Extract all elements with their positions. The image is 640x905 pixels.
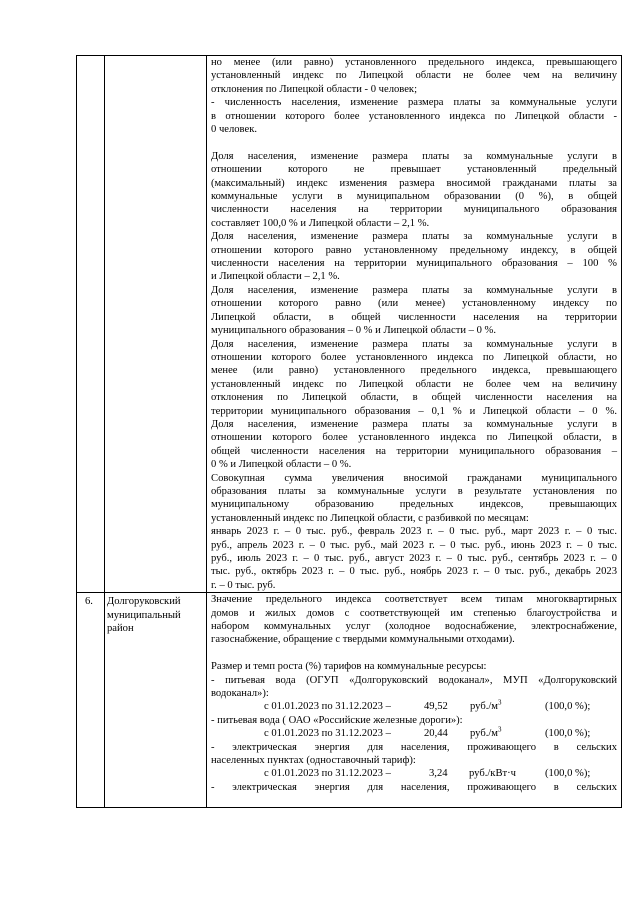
text-line: отношении которого не превышает установленный предельный [211, 164, 617, 176]
text-line: руб., июль 2023 г. – 0 тыс. руб., август 2023 г. – 0 тыс. руб., сентябрь 2023 г. – 0 [211, 553, 617, 565]
text-line: январь 2023 г. – 0 тыс. руб., февраль 2023 г. – 0 тыс. руб., март 2023 г. – 0 тыс. [211, 526, 617, 538]
table-row [77, 56, 622, 593]
data-table [76, 55, 622, 808]
text-line: общей численности населения на территории муниципального образования – [211, 445, 617, 457]
text-line: установленный индекс по Липецкой области не более чем на величину [211, 70, 617, 82]
text-line: в отношении которого более установленного индекса по Липецкой области - [211, 110, 617, 122]
text-line: отношении которого более установленного индекса по Липецкой области, но [211, 351, 617, 363]
tariff-label-electricity-1b: населенных пунктах (одноставочный тариф): [211, 755, 416, 767]
text-line: Размер и темп роста (%) тарифов на коммунальные ресурсы: [211, 661, 487, 673]
text-line: численности населения на территории муниципального образования – 100 % [211, 258, 617, 270]
text-line: Доля населения, изменение размера платы за коммунальные услуги в [211, 338, 617, 350]
number-cell [77, 56, 105, 593]
text-line: (максимальный) индекс изменения размера вносимой гражданами платы за [211, 177, 617, 189]
tariff-line-water-2: с 01.01.2023 по 31.12.2023 – 20,44 $руб./м^3$ (100,0 %); [264, 725, 591, 740]
text-line: отношении которого равно установленному предельному индексу, в общей [211, 244, 617, 256]
text-line: территории муниципального образования – 0,1 % и Липецкой области – 0 %. [211, 405, 617, 417]
text-line: муниципальному образованию предельных индексов, превышающих [211, 499, 617, 511]
text-line: численности населения на территории муниципального образования [211, 204, 617, 216]
text-line: домов и жилых домов с соответствующей им степенью благоустройства и [211, 607, 617, 619]
text-line: Доля населения, изменение размера платы за коммунальные услуги в [211, 231, 617, 243]
text-line: г. – 0 тыс. руб. [211, 579, 276, 591]
description-cell [207, 56, 622, 593]
blank-line [211, 136, 617, 149]
tariff-line-electricity-1: с 01.01.2023 по 31.12.2023 – 3,24 руб./кВт·ч (100,0 %); [264, 768, 591, 780]
text-line: и Липецкой области – 2,1 %. [211, 271, 340, 283]
text-line: составляет 100,0 % и Липецкой области – 2,1 %. [211, 217, 430, 229]
number-cell [77, 593, 105, 808]
text-line: Доля населения, изменение размера платы за коммунальные услуги в [211, 418, 617, 430]
text-line: - питьевая вода (ОГУП «Долгоруковский водоканал», МУП «Долгоруковский [211, 674, 617, 686]
text-line: отклонения по Липецкой области, в общей численности населения на [211, 392, 617, 404]
text-line: установленный индекс по Липецкой области не более чем на величину [211, 378, 617, 390]
text-line: менее (или равно) установленного предельного индекса, превышающего [211, 365, 617, 377]
text-line: Липецкой области, в общей численности населения на территории [211, 311, 617, 323]
text-line: установленный индекс по Липецкой области, с разбивкой по месяцам: [211, 512, 529, 524]
district-cell [105, 593, 207, 808]
text-line: 0 % и Липецкой области – 0 %. [211, 459, 352, 471]
text-line: водоканал»): [211, 688, 269, 700]
tariff-line-water-1: с 01.01.2023 по 31.12.2023 – 49,52 $руб./м^3$ (100,0 %); [264, 698, 591, 713]
text-line: газоснабжение, обращение с твердыми коммунальными отходами). [211, 634, 515, 646]
text-line: тыс. руб., октябрь 2023 г. – 0 тыс. руб., ноябрь 2023 г. – 0 тыс. руб., декабрь 2023 [211, 566, 617, 578]
district-cell [105, 56, 207, 593]
text-line: муниципального образования – 0 % и Липецкой области – 0 %. [211, 325, 497, 337]
text-line: но менее (или равно) установленного предельного индекса, превышающего [211, 57, 617, 68]
text-line: Доля населения, изменение размера платы за коммунальные услуги в [211, 284, 617, 296]
row2-paragraphs [211, 593, 617, 700]
text-line: отношении которого более установленного индекса по Липецкой области, в [211, 432, 617, 444]
text-line: Доля населения, изменение размера платы за коммунальные услуги в [211, 150, 617, 162]
blank-line [211, 647, 617, 660]
text-line: образования платы за коммунальные услуги в результате установления по [211, 485, 617, 497]
text-line: Значение предельного индекса соответствует всем типам многоквартирных [211, 594, 617, 606]
table-row [77, 593, 622, 808]
text-line: коммунальные услуги в муниципальном образовании (0 %), в общей [211, 191, 617, 203]
text-line: руб., апрель 2023 г. – 0 тыс. руб., май 2023 г. – 0 тыс. руб., июнь 2023 г. – 0 тыс. [211, 539, 617, 551]
tariff-label-electricity-1: - электрическая энергия для населения, проживающего в сельских [211, 741, 617, 753]
row1-paragraphs [211, 56, 617, 592]
district-name: Долгоруковский муниципальный район [107, 596, 181, 635]
row-number: 6. [85, 596, 93, 608]
description-cell [207, 593, 622, 808]
text-line: набором коммунальных услуг (холодное водоснабжение, электроснабжение, [211, 621, 617, 633]
tariff-label-electricity-2: - электрическая энергия для населения, проживающего в сельских [211, 781, 617, 793]
text-line: 0 человек. [211, 124, 257, 136]
text-line: отношении которого равно (или менее) установленному индексу по [211, 298, 617, 310]
text-line: - численность населения, изменение размера платы за коммунальные услуги [211, 97, 617, 109]
text-line: отклонения по Липецкой области - 0 человек; [211, 83, 418, 95]
text-line: Совокупная сумма увеличения вносимой гражданами муниципального [211, 472, 617, 484]
tariff-label-water-2: - питьевая вода ( ОАО «Российские железные дороги»): [211, 714, 463, 726]
